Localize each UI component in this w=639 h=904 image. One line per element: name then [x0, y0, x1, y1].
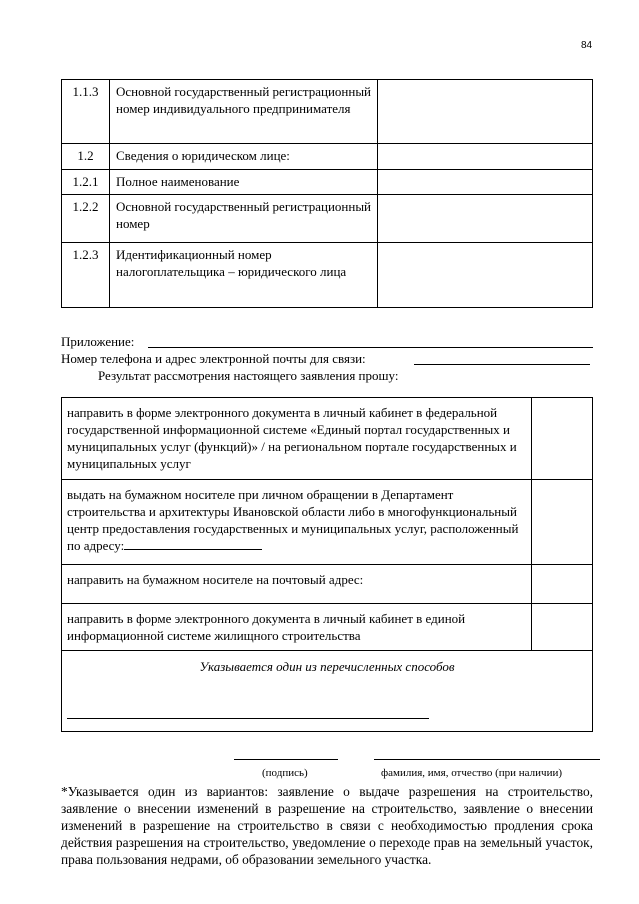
row-number: 1.1.3: [62, 80, 110, 144]
row-value-field[interactable]: [378, 170, 593, 195]
row-number: 1.2: [62, 144, 110, 170]
note-row: [62, 651, 593, 732]
table-row: [62, 144, 593, 170]
row-number: 1.2.2: [62, 195, 110, 243]
name-line[interactable]: [374, 759, 600, 760]
option-row: [62, 565, 593, 604]
applicant-info-table: [61, 79, 593, 308]
delivery-options-table: [61, 397, 593, 732]
row-label: Основной государственный регистрационный номер индивидуального предпринимателя: [110, 80, 378, 144]
row-label: Полное наименование: [110, 170, 378, 195]
table-row: [62, 80, 593, 144]
note-field[interactable]: [67, 718, 429, 719]
row-value-field[interactable]: [378, 243, 593, 308]
option-text: направить в форме электронного документа в личный кабинет в федеральной государственной информационной системе «Единый портал государственных и муниципальных услуг (функций)» / на региональном портале государственных и муниципальных услуг: [62, 398, 532, 480]
note-cell: [62, 651, 593, 732]
result-intro: Результат рассмотрения настоящего заявления прошу:: [98, 368, 399, 383]
signature-label: (подпись): [262, 767, 308, 779]
address-field[interactable]: [124, 537, 262, 550]
option-row: [62, 604, 593, 651]
option-text: выдать на бумажном носителе при личном обращении в Департамент строительства и архитектуры Ивановской области либо в многофункциональный центр предоставления государственных и муниципальных услуг, расположенный по адресу:: [67, 487, 519, 553]
signature-line[interactable]: [234, 759, 338, 760]
row-label: Основной государственный регистрационный номер: [110, 195, 378, 243]
option-row: [62, 398, 593, 480]
row-label: Сведения о юридическом лице:: [110, 144, 378, 170]
table-row: [62, 195, 593, 243]
attachment-label: Приложение:: [61, 334, 135, 349]
option-checkbox[interactable]: [532, 604, 593, 651]
contact-label: Номер телефона и адрес электронной почты для связи:: [61, 351, 366, 366]
name-label: фамилия, имя, отчество (при наличии): [381, 767, 563, 779]
row-value-field[interactable]: [378, 80, 593, 144]
option-row: [62, 480, 593, 565]
option-checkbox[interactable]: [532, 398, 593, 480]
option-text: направить в форме электронного документа в личный кабинет в единой информационной системе жилищного строительства: [62, 604, 532, 651]
table-row: [62, 243, 593, 308]
table-row: [62, 170, 593, 195]
row-number: 1.2.3: [62, 243, 110, 308]
option-checkbox[interactable]: [532, 480, 593, 565]
row-value-field[interactable]: [378, 195, 593, 243]
option-text: направить на бумажном носителе на почтовый адрес:: [62, 565, 532, 604]
contact-field[interactable]: [414, 364, 590, 365]
row-value-field[interactable]: [378, 144, 593, 170]
page-number: 84: [581, 40, 593, 51]
row-number: 1.2.1: [62, 170, 110, 195]
footnote: *Указывается один из вариантов: заявление о выдаче разрешения на строительство, заявление о внесении изменений в разрешение на строительство, заявление о внесении изменений в разрешение на строительство в связи с необходимостью продления срока действия разрешения на строительство, уведомление о переходе прав на земельный участок, права пользования недрами, об образовании земельного участка.: [61, 784, 593, 867]
option-text-cell: [62, 480, 532, 565]
attachment-field[interactable]: [148, 347, 593, 348]
option-checkbox[interactable]: [532, 565, 593, 604]
row-label: Идентификационный номер налогоплательщика – юридического лица: [110, 243, 378, 308]
options-note: Указывается один из перечисленных способов: [199, 659, 455, 674]
